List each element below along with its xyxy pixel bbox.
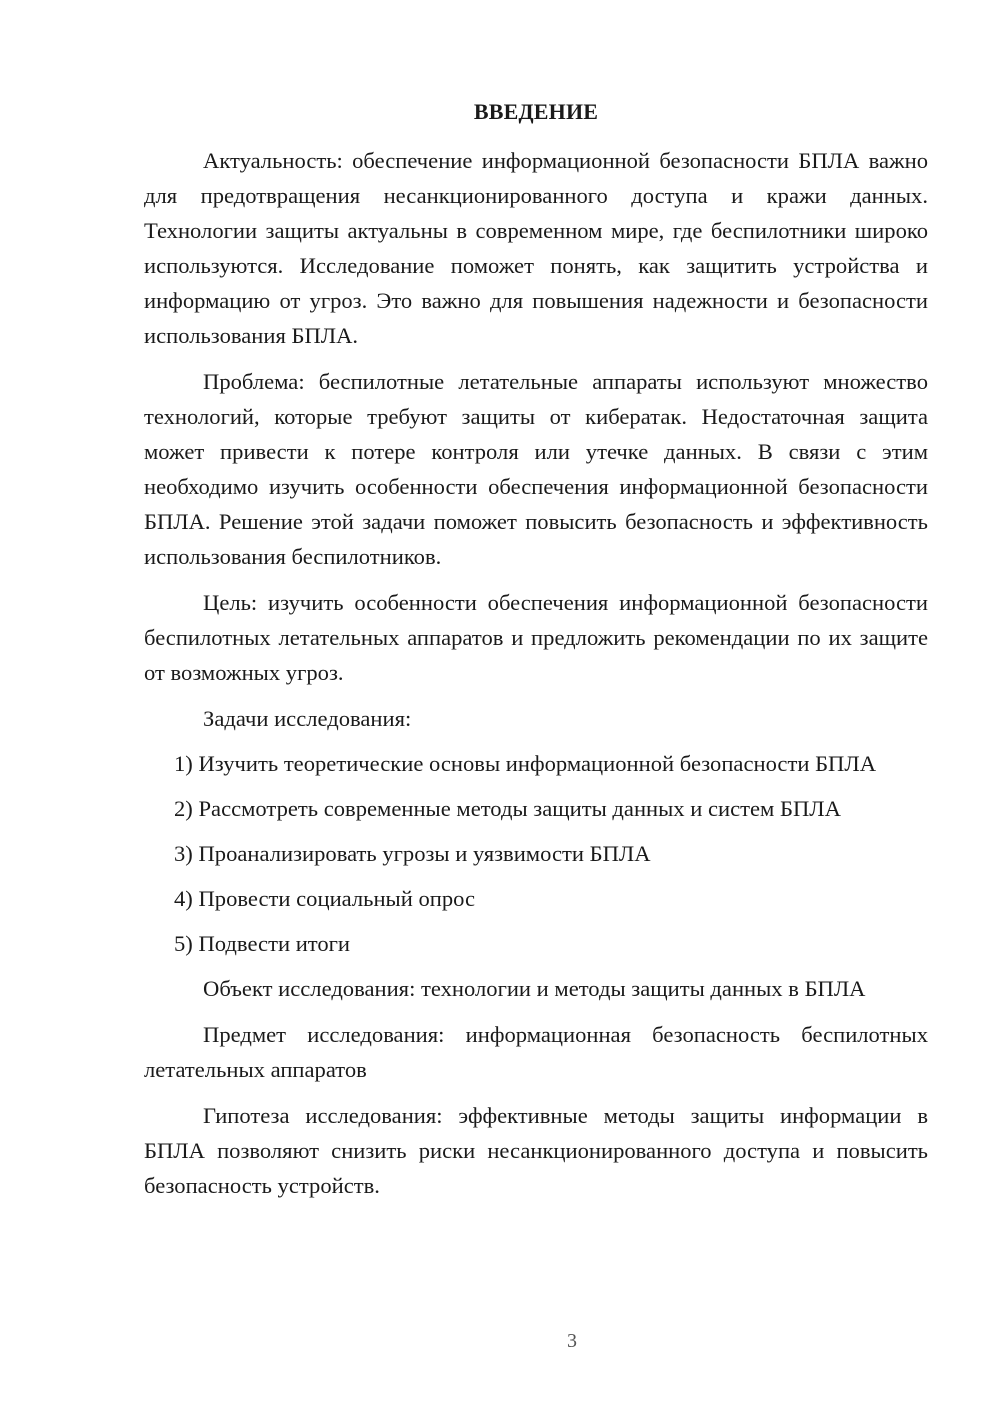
relevance-paragraph: Актуальность: обеспечение информационной безопасности БПЛА важно для предотвращения несанкционированного доступа и кражи данных. Технологии защиты актуальны в современном мире, где беспилотники широко используются. Исследование поможет понять, как защитить устройства и информацию от угроз. Это важно для повышения надежности и безопасности использования БПЛА. xyxy=(144,148,928,348)
task-item: 3) Проанализировать угрозы и уязвимости БПЛА xyxy=(174,841,651,866)
subject-paragraph: Предмет исследования: информационная безопасность беспилотных летательных аппаратов xyxy=(144,1022,928,1082)
object-paragraph: Объект исследования: технологии и методы защиты данных в БПЛА xyxy=(203,976,866,1001)
task-item: 2) Рассмотреть современные методы защиты данных и систем БПЛА xyxy=(174,796,841,821)
problem-paragraph: Проблема: беспилотные летательные аппараты используют множество технологий, которые требуют защиты от кибератак. Недостаточная защита может привести к потере контроля или утечке данных. В связи с этим необходимо изучить особенности обеспечения информационной безопасности БПЛА. Решение этой задачи поможет повысить безопасность и эффективность использования беспилотников. xyxy=(144,369,928,569)
task-item: 4) Провести социальный опрос xyxy=(174,886,476,911)
tasks-label: Задачи исследования: xyxy=(203,706,412,731)
section-heading: ВВЕДЕНИЕ xyxy=(473,99,599,124)
tasks-list xyxy=(144,746,928,961)
task-item: 1) Изучить теоретические основы информационной безопасности БПЛА xyxy=(174,751,877,776)
page-number: 3 xyxy=(567,1330,577,1352)
task-item: 5) Подвести итоги xyxy=(174,931,351,956)
hypothesis-paragraph: Гипотеза исследования: эффективные методы защиты информации в БПЛА позволяют снизить риски несанкционированного доступа и повысить безопасность устройств. xyxy=(144,1103,928,1198)
goal-paragraph: Цель: изучить особенности обеспечения информационной безопасности беспилотных летательных аппаратов и предложить рекомендации по их защите от возможных угроз. xyxy=(144,590,928,685)
document-body xyxy=(144,94,928,1214)
